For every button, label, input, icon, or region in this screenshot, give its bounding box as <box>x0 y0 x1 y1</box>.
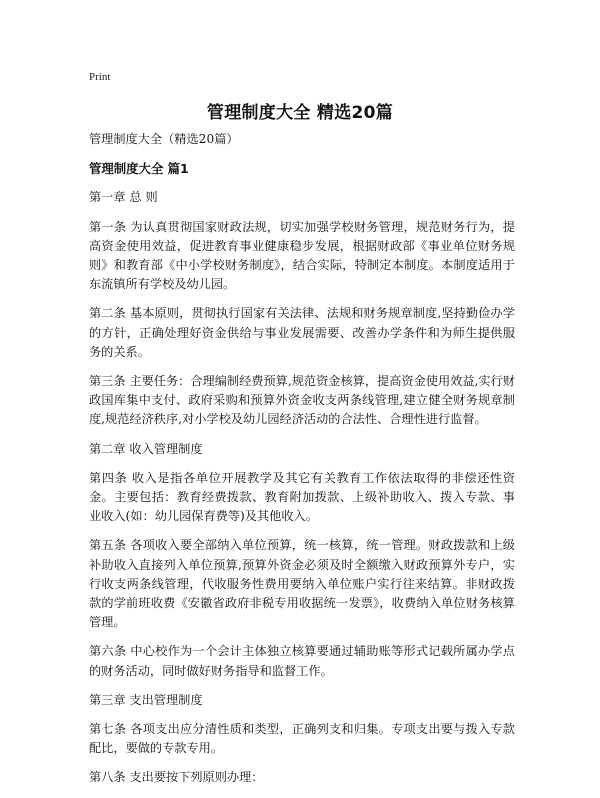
article-5: 第五条 各项收入要全部纳入单位预算，统一核算，统一管理。财政拨款和上级补助收入直接列入单位预算,预算外资金必须及时全额缴入财政预算外专户，实行收支两条线管理，代收服务性费用要纳入单位账户实行往来结算。非财政拨款的学前班收费《安徽省政府非税专用收据统一发票》，收费纳入单位财务核算管理。 <box>89 538 515 630</box>
article-7: 第七条 各项支出应分清性质和类型，正确列支和归集。专项支出要与拨入专款配比，要做的专款专用。 <box>89 722 515 756</box>
article-3: 第三条 主要任务：合理编制经费预算,规范资金核算，提高资金使用效益,实行财政国库集中支付、政府采购和预算外资金收支两条线管理,建立健全财务规章制度,规范经济秩序,对小学校及幼儿园经济活动的合法性、合理性进行监督。 <box>89 374 515 427</box>
chapter-heading-3: 第三章 支出管理制度 <box>89 692 203 707</box>
section-heading: 管理制度大全 篇1 <box>89 161 189 177</box>
document-title: 管理制度大全 精选20篇 <box>206 103 394 123</box>
document-body <box>89 130 515 798</box>
chapter-heading-1: 第一章 总 则 <box>89 190 158 205</box>
article-1: 第一条 为认真贯彻国家财政法规，切实加强学校财务管理，规范财务行为，提高资金使用效益，促进教育事业健康稳步发展，根据财政部《事业单位财务规则》和教育部《中小学校财务制度》，结合实际，特制定本制度。本制度适用于东流镇所有学校及幼儿园。 <box>89 219 515 292</box>
article-6: 第六条 中心校作为一个会计主体独立核算要通过辅助账等形式记载所属办学点的财务活动，同时做好财务指导和监督工作。 <box>89 644 515 678</box>
document-subtitle: 管理制度大全（精选20篇） <box>89 132 239 146</box>
article-2: 第二条 基本原则，贯彻执行国家有关法律、法规和财务规章制度,坚持勤俭办学的方针，正确处理好资金供给与事业发展需要、改善办学条件和为师生提供服务的关系。 <box>89 306 515 359</box>
print-link[interactable]: Print <box>89 71 111 83</box>
chapter-heading-2: 第二章 收入管理制度 <box>89 441 203 456</box>
article-8: 第八条 支出要按下列原则办理： <box>89 770 264 785</box>
article-4: 第四条 收入是指各单位开展教学及其它有关教育工作依法取得的非偿还性资金。主要包括：教育经费拨款、教育附加拨款、上级补助收入、拨入专款、事业收入(如：幼儿园保育费等)及其他收入。 <box>89 470 515 524</box>
